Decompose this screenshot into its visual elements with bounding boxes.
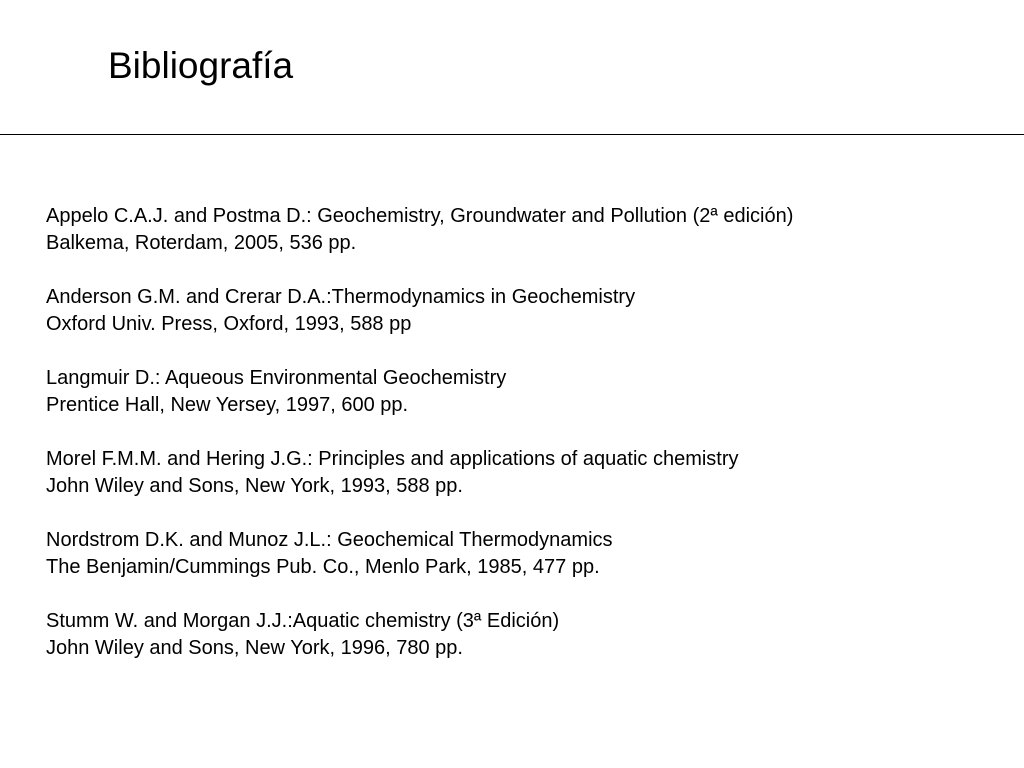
- entry-citation: Nordstrom D.K. and Munoz J.L.: Geochemical Thermodynamics: [46, 529, 613, 551]
- entry-publisher: Balkema, Roterdam, 2005, 536 pp.: [46, 232, 357, 254]
- title-divider: [0, 134, 1024, 135]
- entry-publisher: John Wiley and Sons, New York, 1996, 780 pp.: [46, 637, 463, 659]
- bibliography-entry: [46, 203, 1006, 257]
- bibliography-entry: [46, 446, 1006, 500]
- entry-publisher: Oxford Univ. Press, Oxford, 1993, 588 pp: [46, 313, 412, 335]
- bibliography-entry: [46, 365, 1006, 419]
- entry-citation: Appelo C.A.J. and Postma D.: Geochemistry, Groundwater and Pollution (2ª edición): [46, 205, 794, 227]
- entry-publisher: Prentice Hall, New Yersey, 1997, 600 pp.: [46, 394, 409, 416]
- bibliography-entry: [46, 608, 1006, 662]
- entry-publisher: The Benjamin/Cummings Pub. Co., Menlo Park, 1985, 477 pp.: [46, 556, 600, 578]
- entry-citation: Stumm W. and Morgan J.J.:Aquatic chemistry (3ª Edición): [46, 610, 560, 632]
- bibliography-entry: [46, 284, 1006, 338]
- entry-publisher: John Wiley and Sons, New York, 1993, 588 pp.: [46, 475, 463, 497]
- entry-citation: Anderson G.M. and Crerar D.A.:Thermodynamics in Geochemistry: [46, 286, 636, 308]
- bibliography-entry: [46, 527, 1006, 581]
- entry-citation: Morel F.M.M. and Hering J.G.: Principles and applications of aquatic chemistry: [46, 448, 739, 470]
- bibliography-list: [46, 203, 1006, 689]
- slide-title: Bibliografía: [108, 45, 294, 86]
- entry-citation: Langmuir D.: Aqueous Environmental Geochemistry: [46, 367, 507, 389]
